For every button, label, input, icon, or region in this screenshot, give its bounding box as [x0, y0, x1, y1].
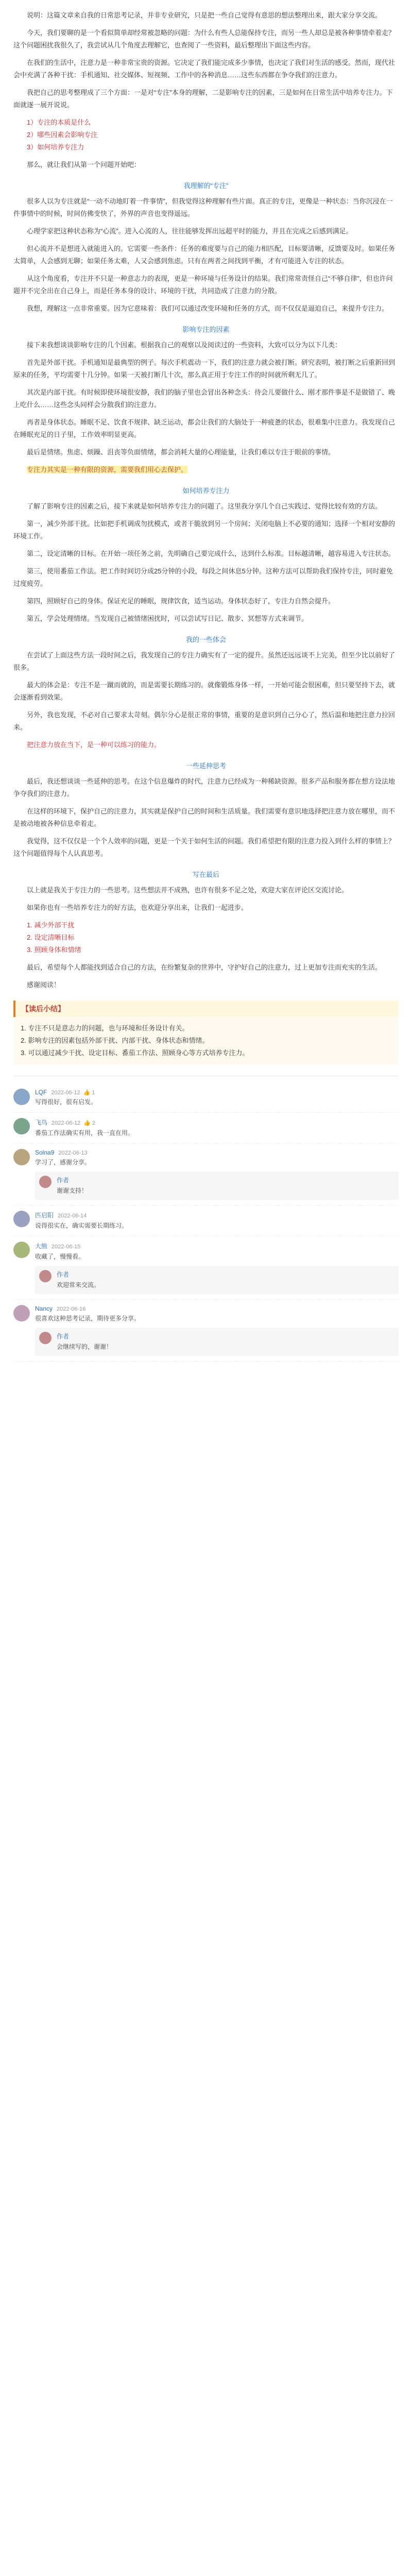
intro-paragraph: 在我们的生活中，注意力是一种非常宝贵的资源。它决定了我们能完成多少事情，也决定了我们对生活的感受。然而，现代社会中充满了各种干扰：手机通知、社交媒体、短视频、工作中的各种消息……这些东西都在争夺我们的注意力。	[13, 59, 396, 79]
section-title: 我的一些体会	[185, 636, 226, 643]
paragraph: 心理学家把这种状态称为“心流”。进入心流的人，往往能够发挥出远超平时的能力，并且在完成之后感到满足。	[27, 227, 353, 235]
comment-text: 收藏了，慢慢看。	[35, 1253, 85, 1260]
paragraph: 再者是身体状态。睡眠不足、饮食不规律、缺乏运动，都会让我们的大脑处于一种疲惫的状态，很难集中注意力。我发现自己在睡眠充足的日子里，工作效率明显更高。	[13, 418, 396, 438]
section-title: 我理解的“专注”	[183, 182, 229, 190]
outline-item: 1）专注的本质是什么	[27, 118, 91, 126]
comment-item	[13, 1236, 399, 1300]
comment-time: 2022-06-16	[57, 1306, 86, 1312]
intro-paragraph: 说明：这篇文章来自我的日常思考记录，并非专业研究，只是把一些自己觉得有意思的想法整理出来，跟大家分享交流。	[27, 11, 382, 19]
paragraph: 最后是情绪。焦虑、烦躁、沮丧等负面情绪，都会消耗大量的心理能量，让我们难以专注于眼前的事情。	[27, 448, 335, 456]
paragraph: 感谢阅读！	[27, 981, 61, 989]
paragraph: 接下来我想谈谈影响专注的几个因素。根据我自己的观察以及阅读过的一些资料，大致可以分为以下几类：	[27, 341, 342, 349]
paragraph: 如果你也有一些培养专注力的好方法，也欢迎分享出来，让我们一起进步。	[27, 904, 248, 911]
paragraph: 我想，理解这一点非常重要。因为它意味着：我们可以通过改变环境和任务的方式，而不仅仅是逼迫自己，来提升专注力。	[27, 304, 389, 312]
paragraph: 我觉得，这不仅仅是一个个人效率的问题，更是一个关于如何生活的问题。我们希望把有限的注意力投入到什么样的事情上？这个问题值得每个人认真思考。	[13, 837, 396, 857]
comment-body	[35, 1242, 399, 1294]
comment-meta	[35, 1242, 399, 1250]
reply-username[interactable]: 作者	[57, 1177, 70, 1184]
summary-box	[13, 1017, 399, 1064]
reply-body	[57, 1176, 394, 1196]
comment-item	[13, 1206, 399, 1236]
paragraph: 了解了影响专注的因素之后，接下来就是如何培养专注力的问题了。这里我分享几个自己实践过、觉得比较有效的方法。	[27, 502, 382, 510]
comment-meta	[35, 1211, 399, 1219]
comment-username[interactable]: Nancy	[35, 1305, 53, 1312]
paragraph: 第四，照顾好自己的身体。保证充足的睡眠，规律饮食，适当运动。身体状态好了，专注力自然会提升。	[27, 597, 335, 605]
reply-text: 欢迎常来交流。	[57, 1281, 100, 1289]
avatar[interactable]	[13, 1305, 30, 1321]
paragraph: 第三，使用番茄工作法。把工作时间切分成25分钟的小段，每段之间休息5分钟。这种方法可以帮助我们保持专注，同时避免过度疲劳。	[13, 567, 393, 587]
reply-username[interactable]: 作者	[57, 1333, 70, 1340]
comment-time: 2022-06-14	[58, 1213, 87, 1219]
comment-meta	[35, 1118, 399, 1127]
avatar[interactable]	[13, 1089, 30, 1105]
comment-body	[35, 1089, 399, 1107]
intro-paragraph: 今天，我们要聊的是一个看似简单却经常被忽略的问题：为什么有些人总能保持专注，而另一些人却总是被各种事情牵着走？这个问题困扰我很久了，我尝试从几个角度去理解它，也查阅了一些资料，最后整理出下面这些内容。	[13, 29, 396, 49]
comment-username[interactable]: 大熊	[35, 1243, 48, 1250]
avatar[interactable]	[13, 1211, 30, 1227]
avatar[interactable]	[39, 1270, 52, 1282]
section-title: 影响专注的因素	[182, 326, 230, 333]
summary-title: 【读后小结】	[13, 1001, 399, 1017]
reply-text: 会继续写的，谢谢！	[57, 1343, 113, 1350]
avatar[interactable]	[39, 1176, 52, 1188]
reply-item	[35, 1328, 399, 1356]
paragraph: 但心流并不是想进入就能进入的。它需要一些条件：任务的难度要与自己的能力相匹配，目标要清晰，反馈要及时。如果任务太简单，人会感到无聊；如果任务太难，人又会感到焦虑。只有在两者之间找到平衡，才有可能进入专注的状态。	[13, 245, 396, 265]
paragraph: 在尝试了上面这些方法一段时间之后，我发现自己的专注力确实有了一定的提升。虽然还远远谈不上完美，但至少比以前好了很多。	[13, 651, 396, 671]
reply-item	[35, 1266, 399, 1294]
paragraph: 最大的体会是：专注不是一蹴而就的，而是需要长期练习的。就像锻炼身体一样，一开始可能会很困难，但只要坚持下去，就会逐渐看到效果。	[13, 681, 396, 701]
avatar[interactable]	[13, 1118, 30, 1134]
comment-time: 2022-06-15	[52, 1244, 81, 1250]
highlight-text: 专注力其实是一种有限的资源，需要我们用心去保护。	[27, 466, 188, 473]
summary-item: 3. 可以通过减少干扰、设定目标、番茄工作法、照顾身心等方式培养专注力。	[21, 1049, 249, 1057]
reply-text: 谢谢支持！	[57, 1187, 88, 1194]
comment-time: 2022-06-12	[51, 1090, 80, 1096]
comment-text: 说得很实在，确实需要长期练习。	[35, 1222, 128, 1229]
paragraph: 首先是外部干扰。手机通知是最典型的例子。每次手机震动一下，我们的注意力就会被打断。研究表明，被打断之后重新回到原来的任务，平均需要十几分钟。如果一天被打断几十次，那么真正用于专注工作的时间就所剩无几了。	[13, 359, 396, 379]
section-title: 一些延伸思考	[185, 762, 226, 770]
comment-item	[13, 1144, 399, 1206]
paragraph: 另外，我也发现，不必对自己要求太苛刻。偶尔分心是很正常的事情，重要的是意识到自己分心了，然后温和地把注意力拉回来。	[13, 711, 396, 731]
intro-paragraph: 我把自己的思考整理成了三个方面：一是对“专注”本身的理解，二是影响专注的因素，三是如何在日常生活中培养专注力。下面就逐一展开说说。	[13, 89, 393, 109]
paragraph: 在这样的环境下，保护自己的注意力，其实就是保护自己的时间和生活质量。我们需要有意识地选择把注意力放在哪里，而不是被动地被各种信息牵着走。	[13, 807, 396, 827]
comment-text: 写得很好，很有启发。	[35, 1098, 97, 1106]
reply-body	[57, 1270, 394, 1290]
comment-item	[13, 1300, 399, 1362]
paragraph: 从这个角度看，专注并不只是一种意志力的表现，更是一种环境与任务设计的结果。我们常常责怪自己“不够自律”，但也许问题并不完全出在自己身上，而是任务本身的设计、环境的干扰，共同造成了注意力的分散。	[13, 275, 393, 295]
paragraph: 第五，学会处理情绪。当发现自己被情绪困扰时，可以尝试写日记、散步、冥想等方式来调节。	[27, 615, 308, 622]
comment-username[interactable]: 匹启阳	[35, 1212, 54, 1219]
comment-body	[35, 1149, 399, 1200]
avatar[interactable]	[39, 1332, 52, 1344]
outline-item: 2）哪些因素会影响专注	[27, 131, 98, 139]
comment-meta	[35, 1149, 399, 1156]
comment-text: 学习了，感谢分享。	[35, 1159, 91, 1166]
paragraph: 最后，希望每个人都能找到适合自己的方法，在纷繁复杂的世界中，守护好自己的注意力，过上更加专注而充实的生活。	[27, 963, 382, 971]
paragraph: 以上就是我关于专注力的一些思考。这些想法并不成熟，也许有很多不足之处，欢迎大家在评论区交流讨论。	[27, 886, 349, 894]
comment-text: 番茄工作法确实有用，我一直在用。	[35, 1129, 134, 1137]
like-count[interactable]: 👍 2	[83, 1120, 96, 1126]
comment-time: 2022-06-13	[58, 1150, 88, 1156]
like-count[interactable]: 👍 1	[83, 1090, 95, 1096]
comment-item	[13, 1083, 399, 1113]
comment-item	[13, 1113, 399, 1144]
reply-username[interactable]: 作者	[57, 1271, 70, 1278]
reply-body	[57, 1332, 394, 1352]
comment-username[interactable]: 飞鸟	[35, 1119, 48, 1126]
lead-text: 那么，就让我们从第一个问题开始吧：	[27, 161, 141, 168]
comment-username[interactable]: Solna9	[35, 1149, 55, 1156]
comment-time: 2022-06-12	[52, 1120, 81, 1126]
paragraph: 第二，设定清晰的目标。在开始一项任务之前，先明确自己要完成什么，达到什么标准。目标越清晰，越容易进入专注状态。	[27, 550, 396, 557]
comment-body	[35, 1118, 399, 1138]
comment-body	[35, 1211, 399, 1231]
summary-item: 2. 影响专注的因素包括外部干扰、内部干扰、身体状态和情绪。	[21, 1037, 209, 1044]
avatar[interactable]	[13, 1149, 30, 1165]
paragraph: 其次是内部干扰。有时候即使环境很安静，我们的脑子里也会冒出各种念头：待会儿要做什么、刚才那件事是不是做错了、晚上吃什么……这些念头同样会分散我们的注意力。	[13, 388, 396, 409]
comment-text: 很喜欢这种思考记录，期待更多分享。	[35, 1315, 141, 1322]
list-item: 2. 设定清晰目标	[27, 934, 75, 941]
section-title: 写在最后	[192, 871, 219, 878]
section-title: 如何培养专注力	[182, 487, 230, 495]
comment-meta	[35, 1305, 399, 1312]
list-item: 1. 减少外部干扰	[27, 921, 75, 929]
paragraph: 最后，我还想谈谈一些延伸的思考。在这个信息爆炸的时代，注意力已经成为一种稀缺资源。很多产品和服务都在想方设法地争夺我们的注意力。	[13, 777, 396, 798]
comments-section	[13, 1076, 399, 1362]
article-intro	[13, 9, 399, 171]
paragraph: 第一，减少外部干扰。比如把手机调成勿扰模式，或者干脆放到另一个房间；关闭电脑上不必要的通知；选择一个相对安静的环境工作。	[13, 520, 396, 540]
comment-body	[35, 1305, 399, 1356]
comment-meta	[35, 1089, 399, 1096]
highlight-text: 把注意力放在当下，是一种可以练习的能力。	[27, 741, 161, 749]
comment-username[interactable]: LQF	[35, 1089, 47, 1096]
summary-item: 1. 专注不只是意志力的问题，也与环境和任务设计有关。	[21, 1024, 189, 1032]
outline-item: 3）如何培养专注力	[27, 143, 84, 151]
list-item: 3. 照顾身体和情绪	[27, 946, 81, 954]
reply-item	[35, 1172, 399, 1200]
paragraph: 很多人以为专注就是“一动不动地盯着一件事情”，但我觉得这种理解有些片面。真正的专注，更像是一种状态：当你沉浸在一件事情中的时候，时间仿佛变快了，外界的声音也变得遥远。	[13, 197, 393, 217]
avatar[interactable]	[13, 1242, 30, 1258]
